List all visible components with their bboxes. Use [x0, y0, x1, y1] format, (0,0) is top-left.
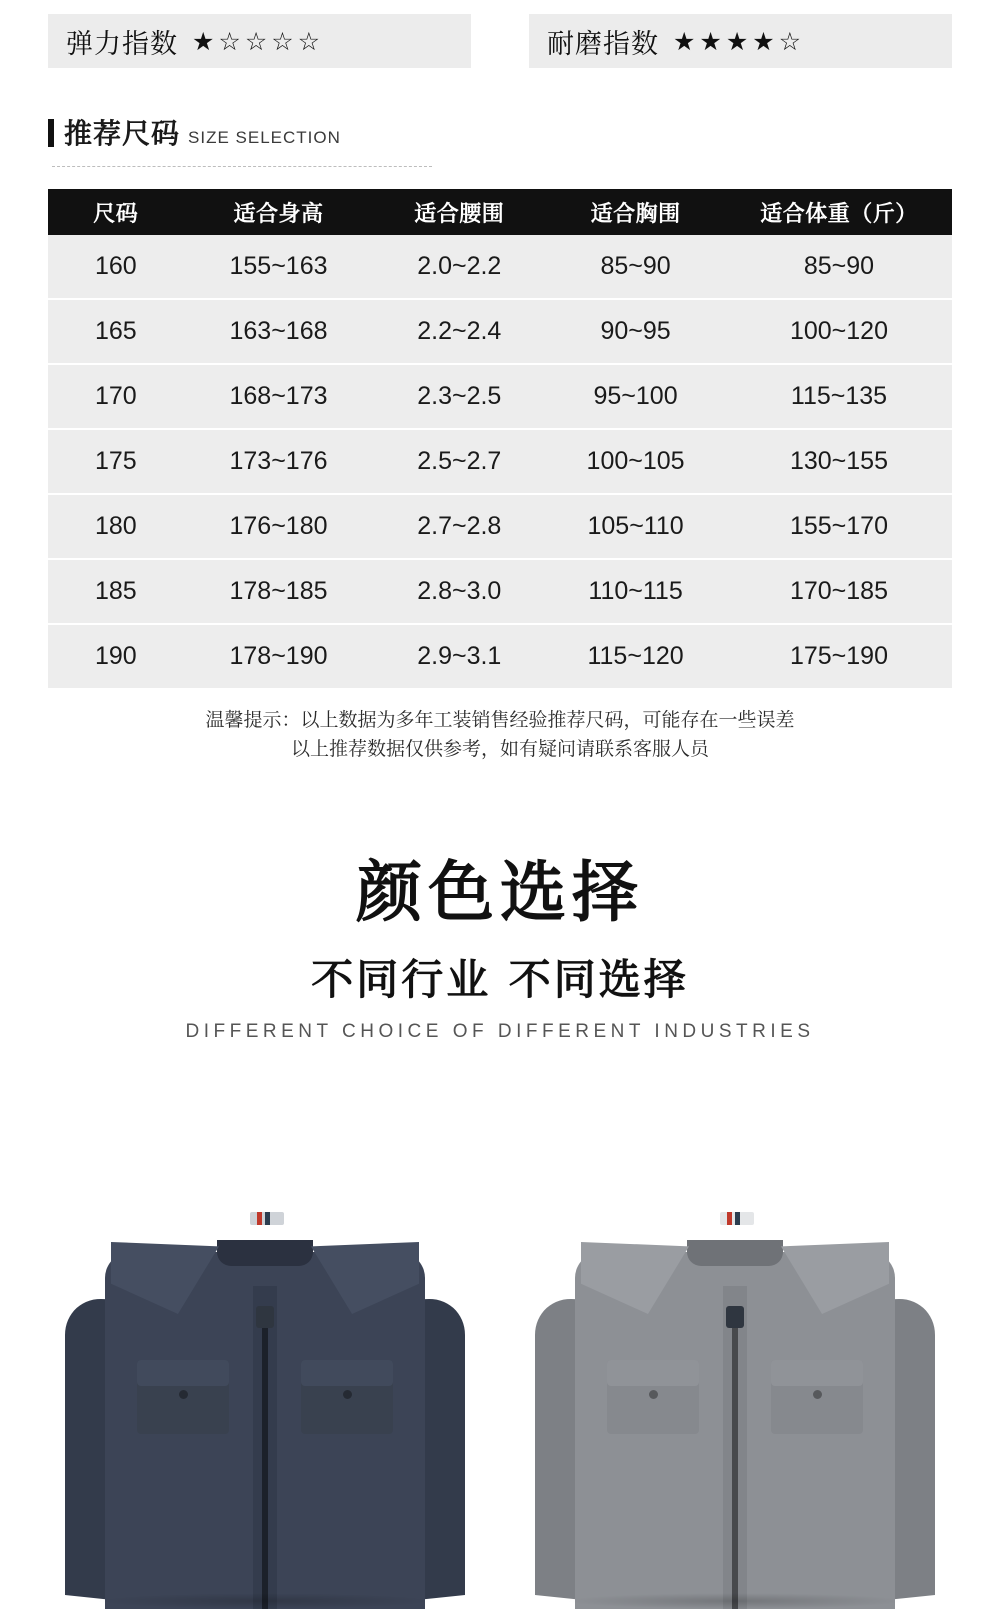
table-header-cell: 适合胸围: [545, 189, 726, 235]
size-note: [48, 706, 952, 765]
jacket-brand-tab: [720, 1212, 754, 1225]
table-cell: 185: [48, 559, 184, 624]
size-table-wrapper: [48, 189, 952, 765]
size-section-title-en: SIZE SELECTION: [188, 128, 341, 147]
table-cell: 110~115: [545, 559, 726, 624]
elasticity-index: [48, 14, 471, 68]
table-cell: 178~185: [184, 559, 374, 624]
jacket-zipper-pull: [726, 1306, 744, 1328]
wear-resistance-index-label: 耐磨指数: [547, 28, 659, 60]
table-cell: 170~185: [726, 559, 952, 624]
table-cell: 115~120: [545, 624, 726, 689]
jacket-left-pocket: [137, 1360, 229, 1434]
table-cell: 178~190: [184, 624, 374, 689]
table-cell: 163~168: [184, 299, 374, 364]
heading-divider: [52, 166, 432, 167]
table-header-row: [48, 189, 952, 235]
table-cell: 2.2~2.4: [373, 299, 545, 364]
table-cell: 168~173: [184, 364, 374, 429]
table-cell: 115~135: [726, 364, 952, 429]
table-cell: 165: [48, 299, 184, 364]
table-cell: 176~180: [184, 494, 374, 559]
table-cell: 100~105: [545, 429, 726, 494]
table-row: [48, 299, 952, 364]
elasticity-index-label: 弹力指数: [66, 28, 178, 60]
table-cell: 2.3~2.5: [373, 364, 545, 429]
table-cell: 2.9~3.1: [373, 624, 545, 689]
jacket-zipper-pull: [256, 1306, 274, 1328]
jacket-zipper: [732, 1318, 738, 1609]
jacket-neck: [217, 1240, 313, 1266]
table-cell: 85~90: [726, 235, 952, 299]
index-bars: [0, 0, 1000, 68]
jacket-shadow: [95, 1593, 435, 1609]
table-cell: 85~90: [545, 235, 726, 299]
table-cell: 2.0~2.2: [373, 235, 545, 299]
jacket-shadow: [565, 1593, 905, 1609]
table-header-cell: 尺码: [48, 189, 184, 235]
jacket-left-pocket: [607, 1360, 699, 1434]
color-section-subtitle: 不同行业 不同选择: [311, 955, 689, 1005]
table-cell: 2.8~3.0: [373, 559, 545, 624]
jacket-neck: [687, 1240, 783, 1266]
jacket-right-pocket: [771, 1360, 863, 1434]
table-cell: 100~120: [726, 299, 952, 364]
color-section-title: 颜色选择: [356, 853, 644, 931]
table-cell: 155~163: [184, 235, 374, 299]
elasticity-index-stars: ★☆☆☆☆: [192, 26, 325, 56]
size-section-heading: [48, 112, 1000, 152]
size-note-line-2: 以上推荐数据仅供参考，如有疑问请联系客服人员: [290, 738, 709, 761]
table-cell: 130~155: [726, 429, 952, 494]
table-row: [48, 624, 952, 689]
color-section-english: DIFFERENT CHOICE OF DIFFERENT INDUSTRIES: [185, 1021, 815, 1043]
table-cell: 173~176: [184, 429, 374, 494]
table-cell: 155~170: [726, 494, 952, 559]
table-cell: 190: [48, 624, 184, 689]
size-section-title-cn: 推荐尺码: [64, 117, 181, 150]
table-cell: 2.7~2.8: [373, 494, 545, 559]
table-cell: 175~190: [726, 624, 952, 689]
table-cell: 175: [48, 429, 184, 494]
table-header-cell: 适合身高: [184, 189, 374, 235]
table-header-cell: 适合腰围: [373, 189, 545, 235]
table-cell: 95~100: [545, 364, 726, 429]
wear-resistance-index: [529, 14, 952, 68]
table-row: [48, 235, 952, 299]
table-cell: 2.5~2.7: [373, 429, 545, 494]
table-row: [48, 429, 952, 494]
table-cell: 105~110: [545, 494, 726, 559]
size-note-line-1: 温馨提示：以上数据为多年工装销售经验推荐尺码，可能存在一些误差: [205, 709, 795, 731]
table-header-cell: 适合体重（斤）: [726, 189, 952, 235]
table-cell: 180: [48, 494, 184, 559]
table-row: [48, 559, 952, 624]
table-cell: 160: [48, 235, 184, 299]
jacket-right-pocket: [301, 1360, 393, 1434]
table-row: [48, 494, 952, 559]
table-row: [48, 364, 952, 429]
jacket-zipper: [262, 1318, 268, 1609]
jacket-brand-tab: [250, 1212, 284, 1225]
product-image-navy[interactable]: [65, 1190, 465, 1609]
heading-accent-bar: [48, 119, 54, 147]
product-color-gallery: [0, 1190, 1000, 1609]
wear-resistance-index-stars: ★★★★☆: [673, 26, 806, 56]
color-selection-section: [0, 853, 1000, 1044]
table-cell: 90~95: [545, 299, 726, 364]
table-cell: 170: [48, 364, 184, 429]
product-image-gray[interactable]: [535, 1190, 935, 1609]
size-table: [48, 189, 952, 690]
